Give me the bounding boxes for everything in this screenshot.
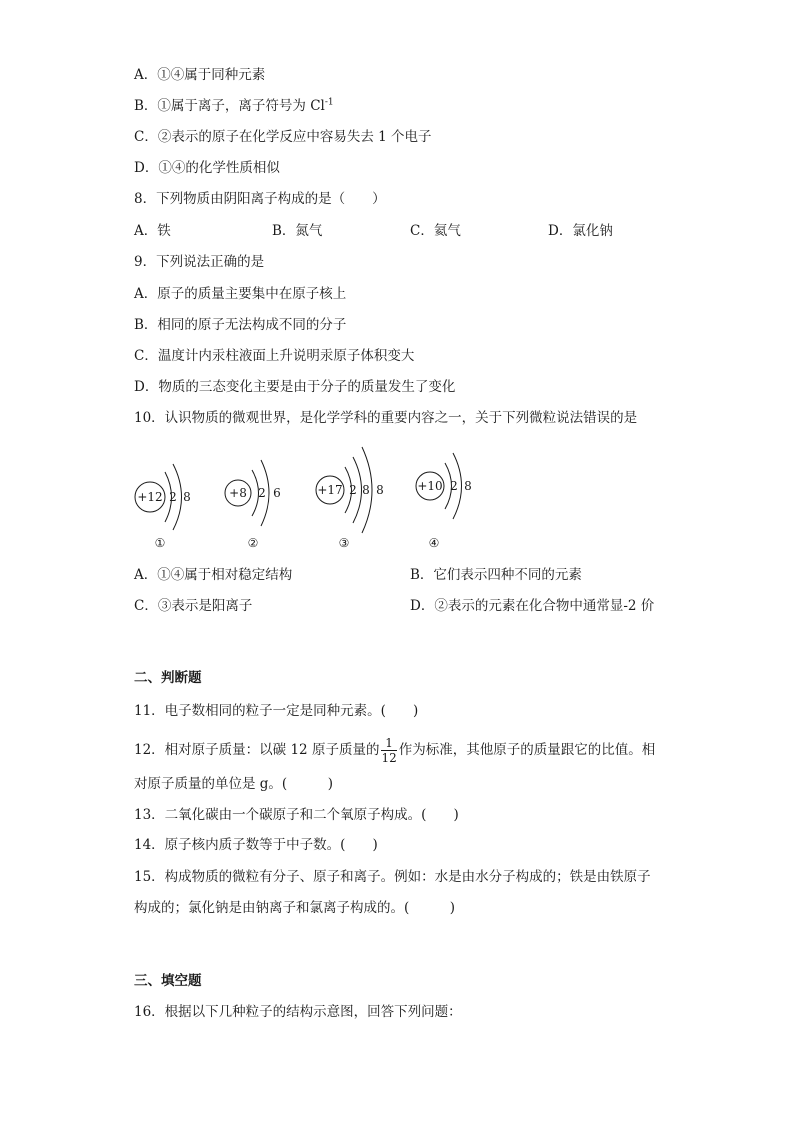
q8-option-b: B．氮气 xyxy=(272,223,323,239)
shell-1-2-electrons: 8 xyxy=(183,490,191,504)
shell-2-2-electrons: 6 xyxy=(273,486,281,500)
q16: 16．根据以下几种粒子的结构示意图，回答下列问题： xyxy=(134,1004,462,1020)
q10-option-b: B．它们表示四种不同的元素 xyxy=(410,567,582,583)
one-twelfth-fraction xyxy=(381,737,396,764)
q8-option-a: A．铁 xyxy=(134,223,171,239)
q7-option-b xyxy=(134,96,334,116)
q14: 14．原子核内质子数等于中子数。( ) xyxy=(134,837,378,853)
shell-2-1-electrons: 2 xyxy=(258,486,266,500)
q8-option-d: D．氯化钠 xyxy=(548,223,613,239)
nucleus-4-charge: +10 xyxy=(417,479,443,493)
shell-3-2-electrons: 8 xyxy=(362,483,370,497)
q7-option-d: D．①④的化学性质相似 xyxy=(134,160,280,176)
q8-stem: 8．下列物质由阴阳离子构成的是（ ） xyxy=(134,191,386,207)
section-2-heading: 二、判断题 xyxy=(134,670,202,686)
q12-text-1: 12．相对原子质量：以碳 12 原子质量的 xyxy=(134,742,380,758)
shell-3-1-electrons: 2 xyxy=(349,483,357,497)
nucleus-1-charge: +12 xyxy=(137,490,163,504)
q10-option-a: A．①④属于相对稳定结构 xyxy=(134,567,293,583)
q9-stem: 9．下列说法正确的是 xyxy=(134,254,265,270)
q15-line-1: 15．构成物质的微粒有分子、原子和离子。例如：水是由水分子构成的；铁是由铁原子 xyxy=(134,869,651,885)
q7-option-b-charge: -1 xyxy=(324,97,334,108)
shell-4-1-electrons: 2 xyxy=(450,479,458,493)
q10-stem: 10．认识物质的微观世界，是化学学科的重要内容之一，关于下列微粒说法错误的是 xyxy=(134,410,638,426)
q12-line-1 xyxy=(134,737,655,764)
q12-text-2: 作为标准，其他原子的质量跟它的比值。相 xyxy=(398,742,656,758)
q12-line-2: 对原子质量的单位是 g。( ) xyxy=(134,776,333,792)
shell-1-1-electrons: 2 xyxy=(169,490,177,504)
q11: 11．电子数相同的粒子一定是同种元素。( ) xyxy=(134,703,419,719)
q7-option-a: A．①④属于同种元素 xyxy=(134,67,266,83)
fraction-denominator: 12 xyxy=(381,751,397,765)
q15-line-2: 构成的；氯化钠是由钠离子和氯离子构成的。( ) xyxy=(134,900,456,916)
q9-option-a: A．原子的质量主要集中在原子核上 xyxy=(134,286,347,302)
diagram-1-label: ① xyxy=(154,536,166,550)
shell-4-2-electrons: 8 xyxy=(464,479,472,493)
q9-option-d: D．物质的三态变化主要是由于分子的质量发生了变化 xyxy=(134,379,456,395)
q8-option-c: C．氦气 xyxy=(410,223,461,239)
fraction-numerator: 1 xyxy=(381,737,396,751)
diagram-2-label: ② xyxy=(247,536,259,550)
section-3-heading: 三、填空题 xyxy=(134,973,202,989)
q7-option-b-text: B．①属于离子，离子符号为 Cl xyxy=(134,98,325,114)
q7-option-c: C．②表示的原子在化学反应中容易失去 1 个电子 xyxy=(134,129,432,145)
diagram-3-label: ③ xyxy=(338,536,350,550)
nucleus-3-charge: +17 xyxy=(317,483,343,497)
atom-structure-diagrams xyxy=(120,440,500,560)
q10-option-c: C．③表示是阳离子 xyxy=(134,598,253,614)
nucleus-2-charge: +8 xyxy=(229,486,247,500)
shell-3-3-electrons: 8 xyxy=(376,483,384,497)
diagram-4-label: ④ xyxy=(428,536,440,550)
q10-option-d: D．②表示的元素在化合物中通常显-2 价 xyxy=(410,598,655,614)
q9-option-c: C．温度计内汞柱液面上升说明汞原子体积变大 xyxy=(134,348,415,364)
q9-option-b: B．相同的原子无法构成不同的分子 xyxy=(134,317,347,333)
q13: 13．二氧化碳由一个碳原子和二个氧原子构成。( ) xyxy=(134,807,459,823)
